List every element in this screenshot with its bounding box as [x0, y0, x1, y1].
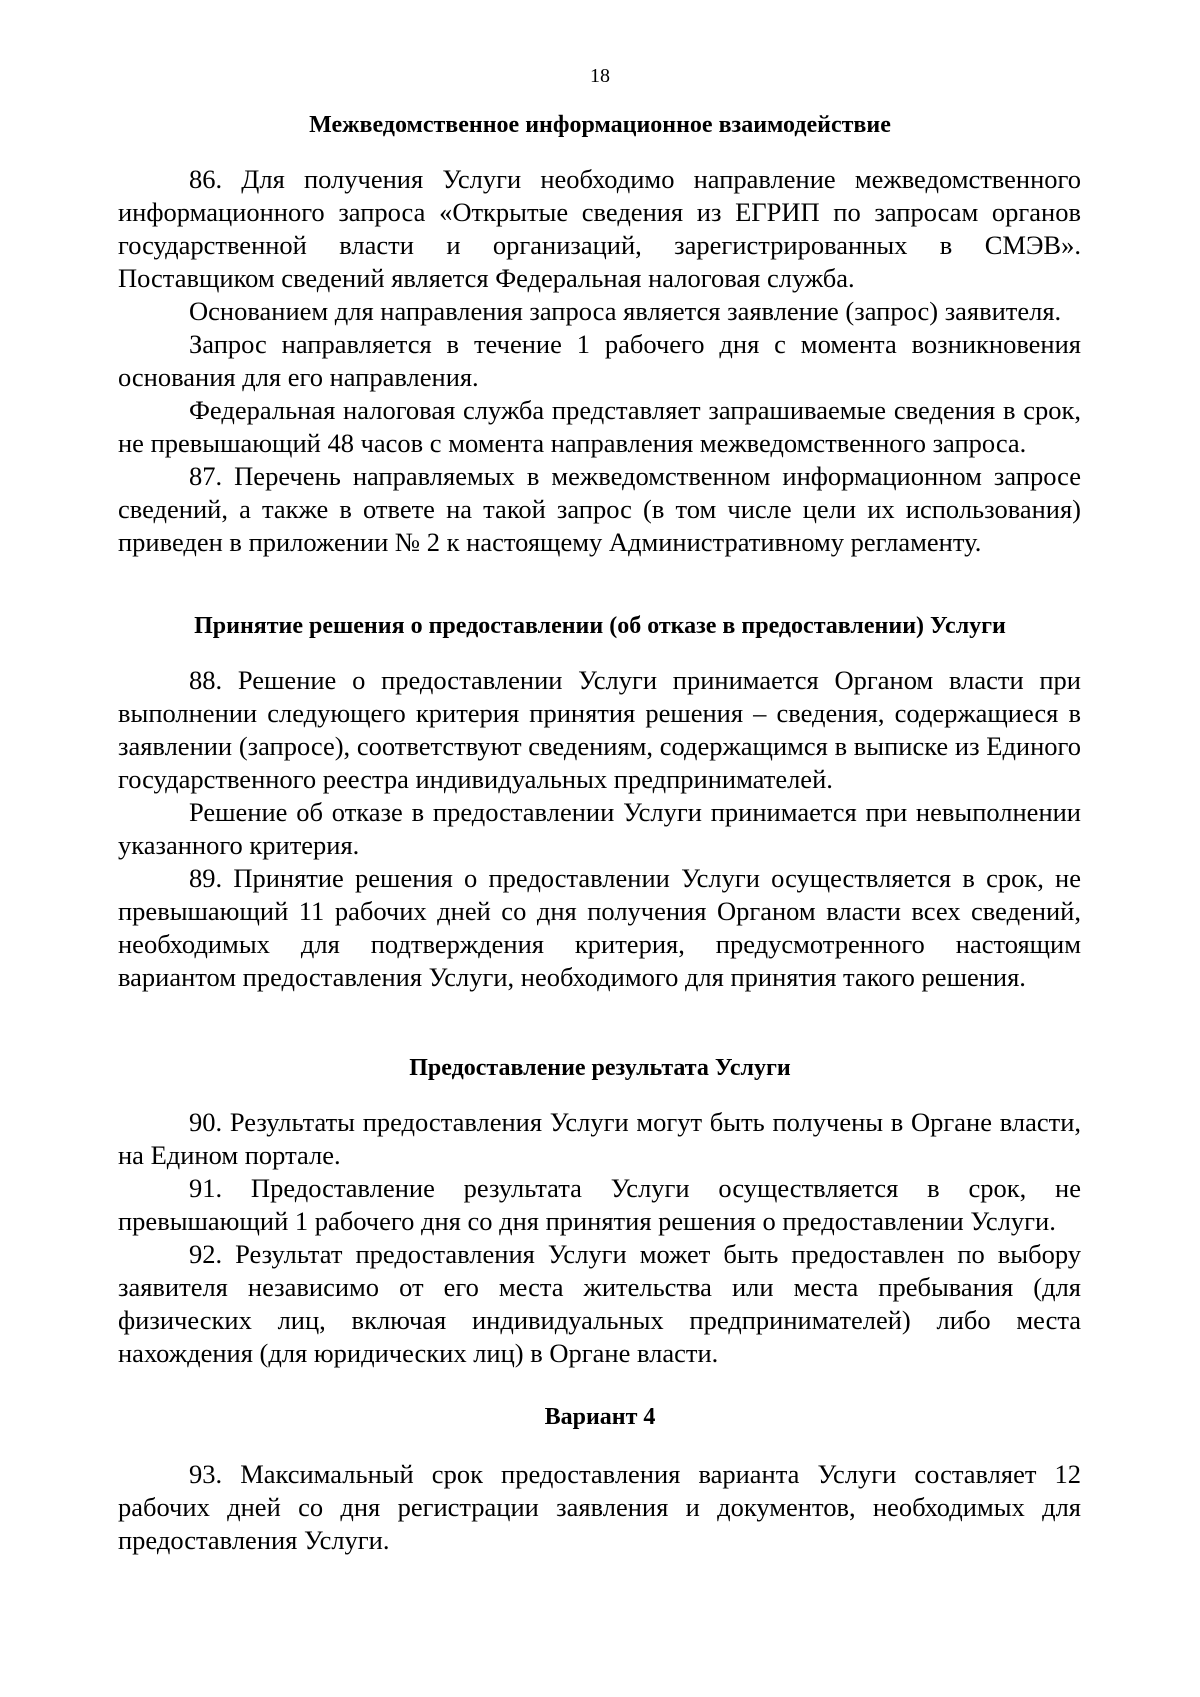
paragraph-90: 90. Результаты предоставления Услуги могут быть получены в Органе власти, на Едином портале.: [118, 1107, 1081, 1170]
paragraph-93: 93. Максимальный срок предоставления варианта Услуги составляет 12 рабочих дней со дня регистрации заявления и документов, необходимых для предоставления Услуги.: [118, 1459, 1081, 1555]
section-variant-4-body: [118, 1458, 1081, 1557]
paragraph-89: 89. Принятие решения о предоставлении Услуги осуществляется в срок, не превышающий 11 рабочих дней со дня получения Органом власти всех сведений, необходимых для подтверждения критерия, предусмотренного настоящим вариантом предоставления Услуги, необходимого для принятия такого решения.: [118, 863, 1081, 992]
paragraph-86-basis: Основанием для направления запроса является заявление (запрос) заявителя.: [189, 296, 1062, 326]
section-decision-body: [118, 664, 1081, 994]
page-number: 18: [590, 65, 610, 87]
paragraph-86-fns: Федеральная налоговая служба представляет запрашиваемые сведения в срок, не превышающий 48 часов с момента направления межведомственного запроса.: [118, 395, 1081, 458]
paragraph-88-refusal: Решение об отказе в предоставлении Услуги принимается при невыполнении указанного критерия.: [118, 797, 1081, 860]
paragraph-92: 92. Результат предоставления Услуги может быть предоставлен по выбору заявителя независимо от его места жительства или места пребывания (для физических лиц, включая индивидуальных предпринимателей) либо места нахождения (для юридических лиц) в Органе власти.: [118, 1239, 1081, 1368]
paragraph-86-deadline: Запрос направляется в течение 1 рабочего дня с момента возникновения основания для его направления.: [118, 329, 1081, 392]
section-heading-result: Предоставление результата Услуги: [409, 1055, 791, 1081]
section-interagency-body: [118, 163, 1081, 559]
paragraph-86: 86. Для получения Услуги необходимо направление межведомственного информационного запроса «Открытые сведения из ЕГРИП по запросам органов государственной власти и организаций, зарегистрированных в СМЭВ». Поставщиком сведений является Федеральная налоговая служба.: [118, 164, 1081, 293]
section-result-body: [118, 1106, 1081, 1370]
paragraph-87: 87. Перечень направляемых в межведомственном информационном запросе сведений, а также в ответе на такой запрос (в том числе цели их использования) приведен в приложении № 2 к настоящему Административному регламенту.: [118, 461, 1081, 557]
section-heading-decision: Принятие решения о предоставлении (об отказе в предоставлении) Услуги: [194, 613, 1006, 639]
section-heading-interagency: Межведомственное информационное взаимодействие: [309, 112, 891, 138]
section-heading-variant-4: Вариант 4: [544, 1404, 656, 1430]
paragraph-91: 91. Предоставление результата Услуги осуществляется в срок, не превышающий 1 рабочего дня со дня принятия решения о предоставлении Услуги.: [118, 1173, 1081, 1236]
paragraph-88: 88. Решение о предоставлении Услуги принимается Органом власти при выполнении следующего критерия принятия решения – сведения, содержащиеся в заявлении (запросе), соответствуют сведениям, содержащимся в выписке из Единого государственного реестра индивидуальных предпринимателей.: [118, 665, 1081, 794]
